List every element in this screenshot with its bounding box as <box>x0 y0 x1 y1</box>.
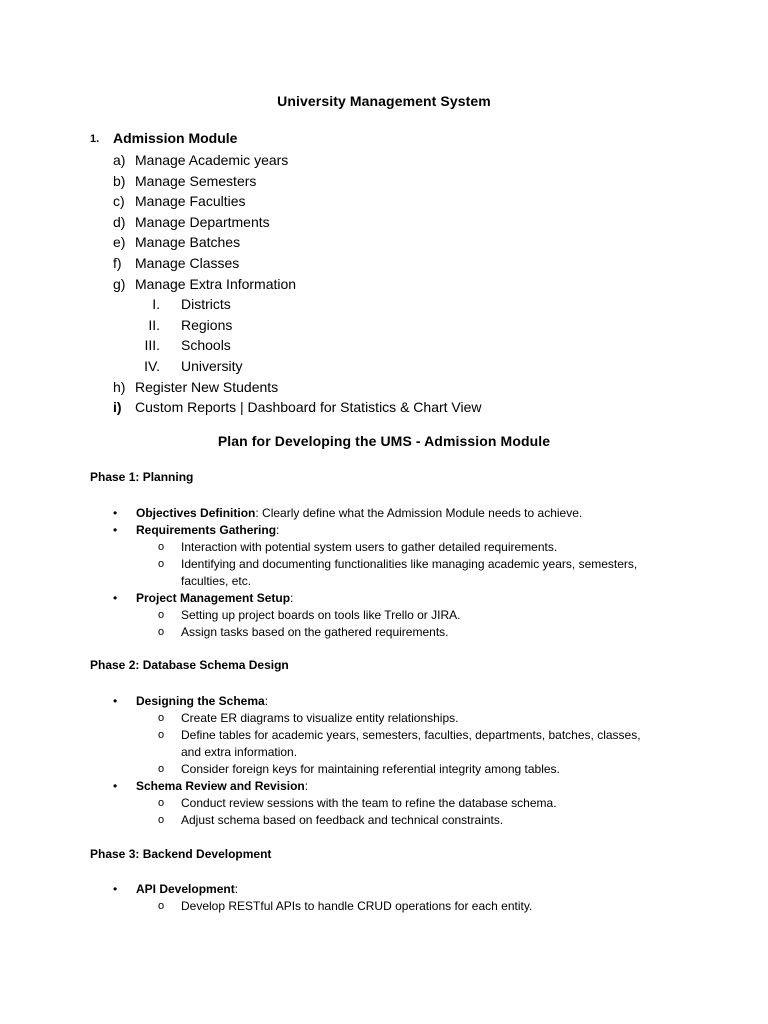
bullet-title: Project Management Setup <box>136 591 291 605</box>
phase-heading: Phase 1: Planning <box>90 470 194 484</box>
bullet-item <box>0 881 768 915</box>
sub-bullet-icon: o <box>158 814 165 826</box>
bullet-title: Objectives Definition <box>136 506 256 520</box>
bullet-title: Requirements Gathering <box>136 523 277 537</box>
sub-bullet-icon: o <box>158 609 165 621</box>
phase-heading: Phase 3: Backend Development <box>90 847 272 861</box>
roman-numeral: II. <box>148 316 160 333</box>
module-item-label: Manage Academic years <box>135 152 289 168</box>
sub-bullet-list <box>0 539 768 590</box>
bullet-title: Schema Review and Revision <box>136 779 305 793</box>
module-item-letter: d) <box>113 213 126 230</box>
module-item-letter: e) <box>113 234 126 251</box>
sub-bullet-text: Conduct review sessions with the team to refine the database schema. <box>181 796 557 810</box>
sub-bullet-text: Create ER diagrams to visualize entity relationships. <box>181 711 459 725</box>
bullet-icon: • <box>113 694 118 708</box>
bullet-text: : Clearly define what the Admission Module needs to achieve. <box>255 506 583 520</box>
roman-numeral: III. <box>144 337 160 354</box>
sub-bullet-icon: o <box>158 541 165 553</box>
phase-bullet-list <box>0 881 768 915</box>
sub-bullet-item <box>0 795 768 812</box>
sub-bullet-icon: o <box>158 558 165 570</box>
sub-bullet-list <box>0 898 768 915</box>
module-number: 1. <box>90 133 100 145</box>
module-item-label: Manage Faculties <box>135 193 246 210</box>
module-item-letter: f) <box>113 254 122 271</box>
sub-bullet-list <box>0 607 768 641</box>
sub-bullet-item <box>0 812 768 829</box>
module-item-label: Custom Reports | Dashboard for Statistics & Chart View <box>135 399 482 416</box>
sub-bullet-list <box>0 795 768 829</box>
sub-bullet-icon: o <box>158 763 165 775</box>
bullet-icon: • <box>113 506 118 520</box>
bullet-title: API Development <box>136 882 235 896</box>
bullet-item <box>0 505 768 522</box>
bullet-text: : <box>234 882 239 896</box>
sub-bullet-text: Setting up project boards on tools like Trello or JIRA. <box>181 608 461 622</box>
extra-info-label: Schools <box>181 337 231 354</box>
module-heading: Admission Module <box>113 130 238 146</box>
sub-bullet-item <box>0 624 768 641</box>
bullet-icon: • <box>113 882 118 896</box>
bullet-item <box>0 522 768 590</box>
sub-bullet-text: Assign tasks based on the gathered requirements. <box>181 625 449 639</box>
module-item-letter: i) <box>113 399 122 416</box>
sub-bullet-item <box>0 556 768 590</box>
sub-bullet-text: Adjust schema based on feedback and technical constraints. <box>181 813 504 827</box>
phase-bullet-list <box>0 505 768 641</box>
bullet-icon: • <box>113 591 118 605</box>
sub-bullet-item <box>0 761 768 778</box>
bullet-item <box>0 778 768 829</box>
sub-bullet-icon: o <box>158 712 165 724</box>
sub-bullet-item <box>0 898 768 915</box>
module-item-label: Manage Classes <box>135 254 240 271</box>
module-item-letter: c) <box>113 193 125 210</box>
sub-bullet-list <box>0 710 768 778</box>
extra-info-label: Regions <box>181 316 233 333</box>
roman-numeral: IV. <box>144 357 160 374</box>
sub-bullet-text: Interaction with potential system users to gather detailed requirements. <box>181 540 558 554</box>
module-item-label: Manage Batches <box>135 234 241 251</box>
sub-bullet-icon: o <box>158 900 165 912</box>
bullet-icon: • <box>113 779 118 793</box>
sub-bullet-item <box>0 710 768 727</box>
bullet-item <box>0 590 768 641</box>
sub-bullet-icon: o <box>158 626 165 638</box>
module-item-letter: h) <box>113 378 126 395</box>
phase-heading: Phase 2: Database Schema Design <box>90 658 289 672</box>
sub-bullet-text: Define tables for academic years, semesters, faculties, departments, batches, classes, and extra information. <box>181 728 641 759</box>
phase-bullet-list <box>0 693 768 829</box>
sub-bullet-item <box>0 727 768 761</box>
document-title: University Management System <box>277 93 491 109</box>
bullet-icon: • <box>113 523 118 537</box>
sub-bullet-text: Identifying and documenting functionalities like managing academic years, semesters, faculties, etc. <box>181 557 638 588</box>
sub-bullet-icon: o <box>158 797 165 809</box>
bullet-item <box>0 693 768 778</box>
plan-title: Plan for Developing the UMS - Admission Module <box>217 433 551 449</box>
bullet-text: : <box>276 523 280 537</box>
bullet-title: Designing the Schema <box>136 694 265 708</box>
bullet-text: : <box>290 591 294 605</box>
module-item-label: Manage Extra Information <box>135 275 297 292</box>
bullet-text: : <box>264 694 269 708</box>
module-item-label: Register New Students <box>135 378 279 395</box>
sub-bullet-text: Develop RESTful APIs to handle CRUD operations for each entity. <box>181 899 533 913</box>
sub-bullet-item <box>0 539 768 556</box>
module-item-letter: g) <box>113 275 126 292</box>
sub-bullet-item <box>0 607 768 624</box>
bullet-text: : <box>304 779 309 793</box>
roman-numeral: I. <box>152 296 160 313</box>
module-item-letter: a) <box>113 152 126 168</box>
sub-bullet-icon: o <box>158 729 165 741</box>
extra-info-label: University <box>181 357 243 374</box>
module-item-letter: b) <box>113 172 126 189</box>
extra-info-label: Districts <box>181 296 231 313</box>
sub-bullet-text: Consider foreign keys for maintaining referential integrity among tables. <box>181 762 560 776</box>
module-item-label: Manage Semesters <box>135 172 257 189</box>
module-item-label: Manage Departments <box>135 213 270 230</box>
